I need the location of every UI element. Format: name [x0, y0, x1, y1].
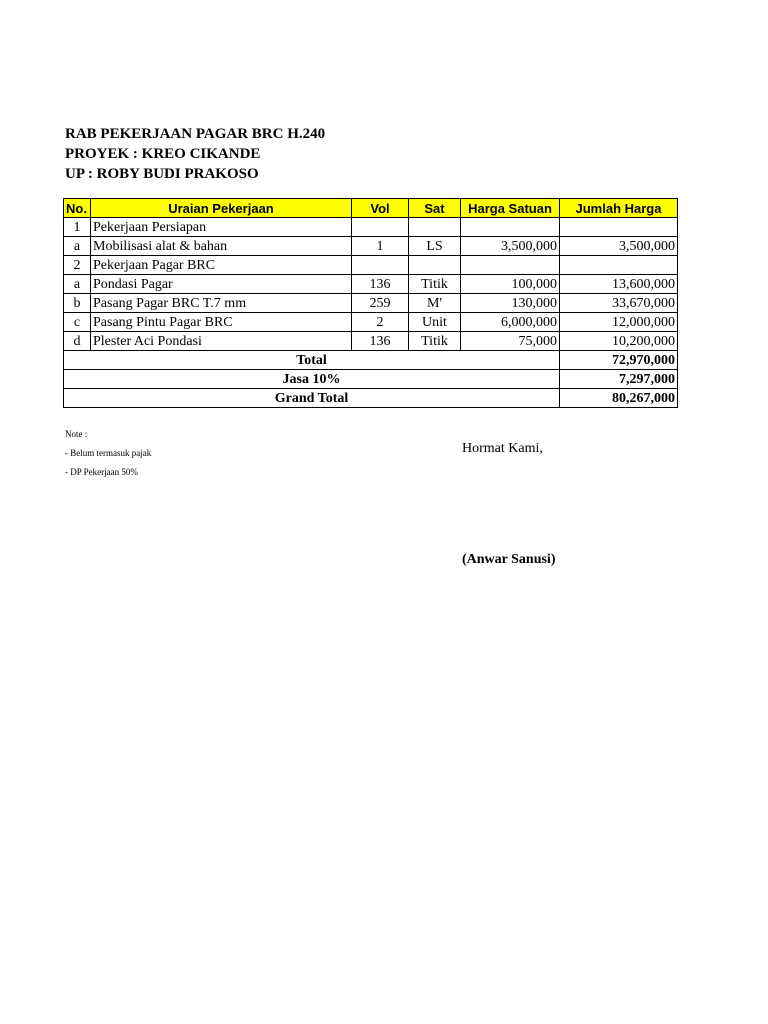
column-header-unit: Sat [409, 199, 461, 218]
cell-unit [409, 256, 461, 275]
cell-unit-price: 75,000 [461, 332, 560, 351]
total-value: 72,970,000 [560, 351, 678, 370]
closing-greeting: Hormat Kami, [462, 441, 543, 456]
grand-total-row [64, 389, 678, 408]
total-label: Total [64, 351, 560, 370]
cell-no: d [64, 332, 91, 351]
project-name: PROYEK : KREO CIKANDE [65, 146, 261, 162]
cell-unit-price: 6,000,000 [461, 313, 560, 332]
cell-unit-price: 130,000 [461, 294, 560, 313]
signatory-name: (Anwar Sanusi) [462, 552, 556, 567]
cell-description: Pekerjaan Pagar BRC [91, 256, 352, 275]
table-row [64, 256, 678, 275]
table-row [64, 332, 678, 351]
cell-unit-price [461, 218, 560, 237]
cell-volume: 136 [352, 332, 409, 351]
note-item: - Belum termasuk pajak [65, 448, 152, 458]
service-fee-row [64, 370, 678, 389]
cell-amount: 3,500,000 [560, 237, 678, 256]
cell-description: Pekerjaan Persiapan [91, 218, 352, 237]
cell-no: 2 [64, 256, 91, 275]
cell-no: c [64, 313, 91, 332]
cell-amount: 33,670,000 [560, 294, 678, 313]
cell-no: a [64, 237, 91, 256]
cell-volume: 2 [352, 313, 409, 332]
cell-unit: Titik [409, 332, 461, 351]
notes-section [65, 428, 151, 485]
cell-description: Pasang Pintu Pagar BRC [91, 313, 352, 332]
column-header-amount: Jumlah Harga [560, 199, 678, 218]
cell-unit-price: 3,500,000 [461, 237, 560, 256]
cell-unit-price [461, 256, 560, 275]
cell-description: Pasang Pagar BRC T.7 mm [91, 294, 352, 313]
cell-amount: 13,600,000 [560, 275, 678, 294]
grand-total-label: Grand Total [64, 389, 560, 408]
cell-unit: Unit [409, 313, 461, 332]
cell-amount: 10,200,000 [560, 332, 678, 351]
cell-volume [352, 256, 409, 275]
column-header-volume: Vol [352, 199, 409, 218]
table-row [64, 275, 678, 294]
document-title: RAB PEKERJAAN PAGAR BRC H.240 [65, 126, 326, 142]
cell-volume [352, 218, 409, 237]
notes-title: Note : [65, 429, 88, 439]
cell-volume: 136 [352, 275, 409, 294]
up-recipient: UP : ROBY BUDI PRAKOSO [65, 166, 259, 182]
cell-amount [560, 256, 678, 275]
total-row [64, 351, 678, 370]
cell-description: Mobilisasi alat & bahan [91, 237, 352, 256]
note-item: - DP Pekerjaan 50% [65, 467, 138, 477]
grand-total-value: 80,267,000 [560, 389, 678, 408]
cell-volume: 1 [352, 237, 409, 256]
table-row [64, 313, 678, 332]
cell-description: Pondasi Pagar [91, 275, 352, 294]
table-row [64, 294, 678, 313]
cell-amount: 12,000,000 [560, 313, 678, 332]
table-row [64, 237, 678, 256]
service-fee-value: 7,297,000 [560, 370, 678, 389]
service-fee-label: Jasa 10% [64, 370, 560, 389]
table-header-row [64, 199, 678, 218]
cell-no: 1 [64, 218, 91, 237]
column-header-unit-price: Harga Satuan [461, 199, 560, 218]
cell-no: b [64, 294, 91, 313]
cell-unit: LS [409, 237, 461, 256]
column-header-no: No. [64, 199, 91, 218]
cell-unit [409, 218, 461, 237]
column-header-description: Uraian Pekerjaan [91, 199, 352, 218]
cell-amount [560, 218, 678, 237]
cost-estimate-table [63, 198, 678, 408]
cell-unit: M' [409, 294, 461, 313]
cell-unit: Titik [409, 275, 461, 294]
table-row [64, 218, 678, 237]
cell-description: Plester Aci Pondasi [91, 332, 352, 351]
cell-volume: 259 [352, 294, 409, 313]
document-header [65, 124, 325, 184]
cell-no: a [64, 275, 91, 294]
cell-unit-price: 100,000 [461, 275, 560, 294]
